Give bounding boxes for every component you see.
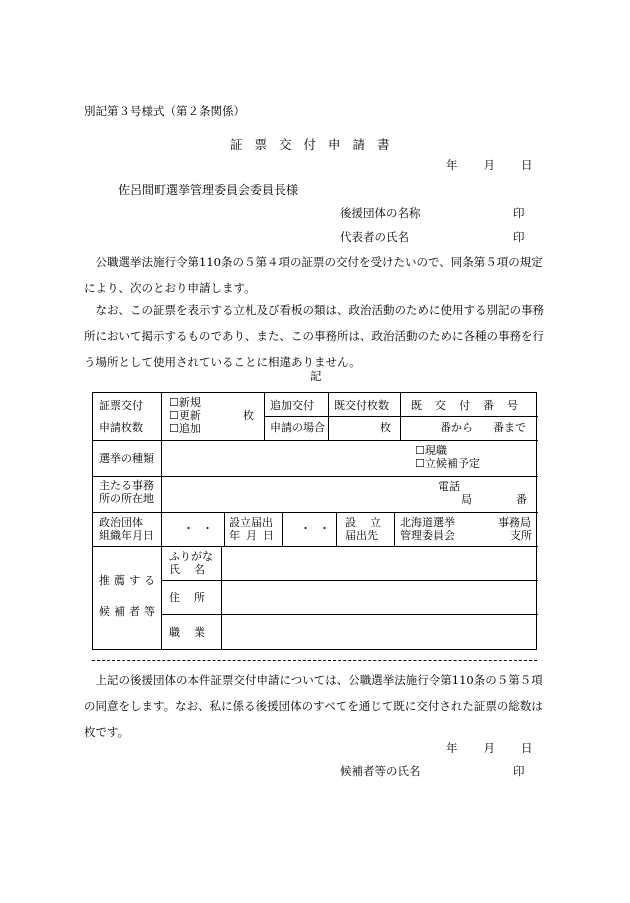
to-label: 番まで: [493, 421, 526, 434]
issued-count-unit: 枚: [380, 421, 391, 434]
consent-date: [446, 742, 533, 756]
checkbox-incumbent[interactable]: ☐現職: [415, 444, 447, 457]
recommended-candidate-label: 候補者等: [99, 605, 159, 618]
notify-date-label: 年月日: [229, 529, 280, 542]
issued-count-label: 既交付枚数: [334, 399, 389, 412]
commission-name: 管理委員会: [400, 529, 455, 542]
supporter-org-label: 後援団体の名称: [340, 206, 421, 220]
date-dots: ・・: [183, 522, 221, 535]
declaration-paragraph: なお、この証票を表示する立札及び看板の類は、政治活動のために使用する別記の事務所において掲示するものであり、また、この事務所は、政治活動のために各種の事務を行う場所として使用されていることに相違ありません。: [84, 303, 544, 369]
cut-line: [92, 660, 537, 661]
phone-label: 電話: [438, 480, 460, 493]
recommended-candidate-label: 推薦する: [99, 574, 159, 587]
date-year: 年: [446, 158, 458, 172]
furigana-label: ふりがな: [169, 550, 213, 563]
notify-to-label: 届出先: [345, 529, 378, 542]
application-date: [446, 159, 533, 173]
checkbox-renew[interactable]: ☐更新: [169, 409, 201, 422]
notify-date-label: 設立届出: [229, 516, 273, 529]
page-title: 証票交付申請書: [230, 137, 402, 152]
application-table: [92, 392, 537, 650]
office-name: 事務局: [498, 516, 531, 529]
address-label: 住所: [169, 591, 219, 604]
representative-label: 代表者の氏名: [340, 230, 409, 244]
date-month: 月: [483, 158, 495, 172]
additional-issue-label: 追加交付: [270, 399, 314, 412]
name-label: 氏名: [169, 563, 219, 576]
addressee: 佐呂間町選挙管理委員会委員長様: [118, 183, 299, 197]
application-paragraph: 公職選挙法施行令第110条の５第４項の証票の交付を受けたいので、同条第５項の規定により、次のとおり申請します。: [84, 255, 543, 295]
date-dots: ・・: [300, 522, 338, 535]
org-date-label: 組織年月日: [99, 529, 154, 542]
candidate-name-label: 候補者等の氏名: [340, 764, 421, 778]
date-day: 日: [521, 158, 533, 172]
sheets-unit: 枚: [243, 409, 254, 422]
seal-mark: 印: [513, 206, 525, 220]
notify-to-label: 設立: [345, 516, 395, 529]
seal-mark: 印: [513, 764, 525, 778]
exchange-label: 局: [461, 493, 472, 506]
from-label: 番から: [440, 421, 473, 434]
office-name: 支所: [510, 529, 532, 542]
seal-mark: 印: [513, 230, 525, 244]
issue-count-label: 証票交付: [99, 399, 143, 412]
office-location-label: 所の所在地: [99, 492, 154, 505]
number-label: 番: [516, 493, 527, 506]
checkbox-candidate-planned[interactable]: ☐立候補予定: [415, 457, 480, 470]
form-id: 別記第３号様式（第２条関係）: [84, 104, 245, 118]
org-date-label: 政治団体: [99, 516, 143, 529]
issued-number-label: 既交付番号: [411, 399, 531, 412]
checkbox-new[interactable]: ☐新規: [169, 396, 201, 409]
ki-heading: 記: [310, 369, 322, 383]
candidate-consent-paragraph: 上記の後援団体の本件証票交付申請については、公職選挙法施行令第110条の５第５項の同意をします。なお、私に係る後援団体のすべてを通じて既に交付された証票の総数は 枚です。: [84, 673, 601, 739]
election-type-label: 選挙の種類: [99, 452, 154, 465]
date-day: 日: [521, 741, 533, 755]
checkbox-add[interactable]: ☐追加: [169, 422, 201, 435]
commission-name: 北海道選挙: [400, 516, 455, 529]
office-location-label: 主たる事務: [99, 479, 154, 492]
additional-issue-label: 申請の場合: [270, 421, 325, 434]
occupation-label: 職業: [169, 626, 219, 639]
date-month: 月: [483, 741, 495, 755]
date-year: 年: [446, 741, 458, 755]
issue-count-label: 申請枚数: [99, 421, 143, 434]
